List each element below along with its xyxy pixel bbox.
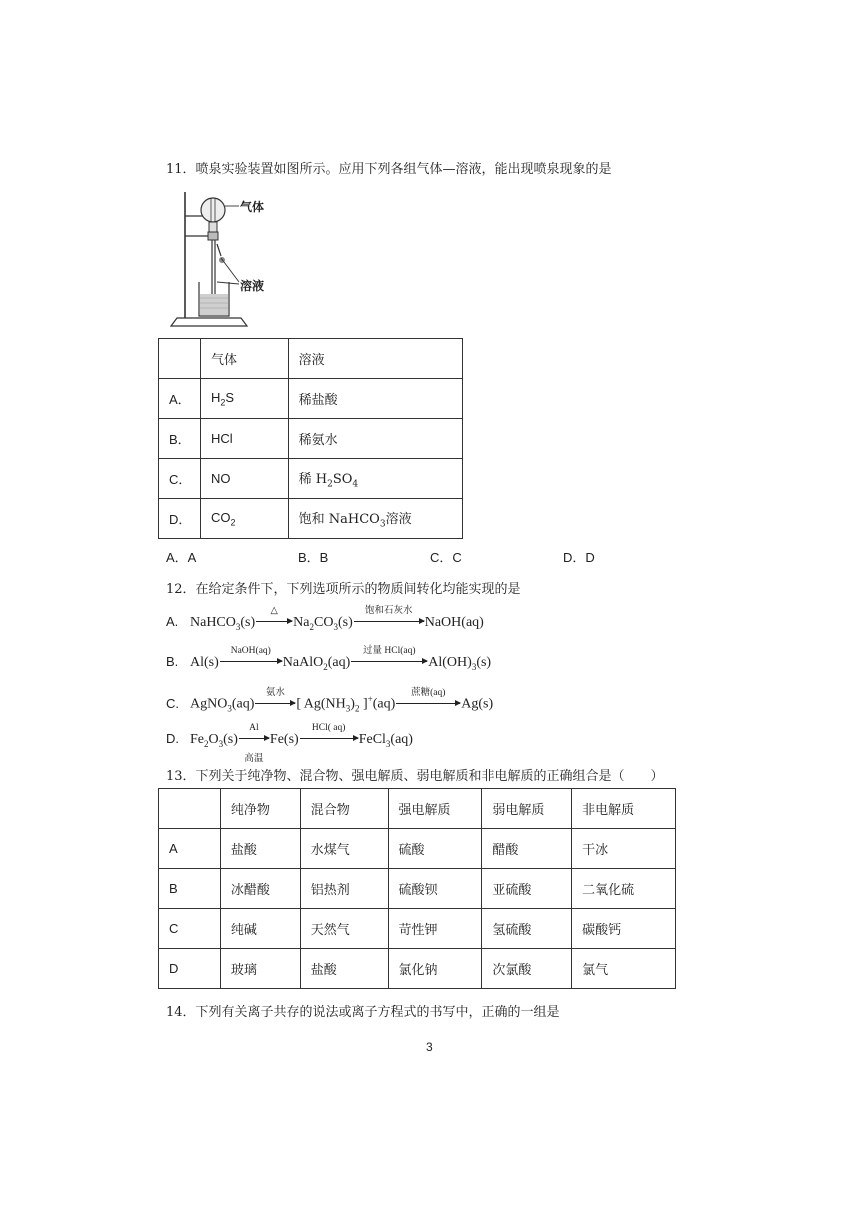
q13-table [158, 788, 676, 989]
cell: 碳酸钙 [572, 909, 676, 949]
cell: 亚硫酸 [482, 869, 572, 909]
gas-cell: HCl [200, 419, 288, 459]
table-row [159, 499, 463, 539]
table-row [159, 829, 676, 869]
q12-option-b: B. Al(s) NaOH(aq) NaAlO$_2$(aq) 过量 HCl(aq) $Al(OH)_3(s)$ [166, 646, 492, 672]
q11-choice-c: C．C [430, 550, 462, 565]
q12-option-c: C. AgNO$_3$(aq) 氨水 [ $Ag(NH_3)_2$ ]+(aq) 蔗糖(aq) Ag(s) [166, 687, 494, 714]
option-label: D [159, 949, 221, 989]
solution-cell: 稀 $H_2SO_4$ [288, 459, 462, 499]
q13-header-strong: 强电解质 [388, 789, 482, 829]
cell: 硫酸 [388, 829, 482, 869]
table-row [159, 379, 463, 419]
q13-header-weak: 弱电解质 [482, 789, 572, 829]
cell: 苛性钾 [388, 909, 482, 949]
cell: 盐酸 [220, 829, 300, 869]
q11-choice-a: A．A [166, 550, 197, 565]
cell: 干冰 [572, 829, 676, 869]
q11-choice-d: D．D [563, 550, 595, 565]
q13-header-pure: 纯净物 [220, 789, 300, 829]
table-row [159, 909, 676, 949]
cell: 次氯酸 [482, 949, 572, 989]
cell: 氢硫酸 [482, 909, 572, 949]
table-row [159, 459, 463, 499]
cell: 玻璃 [220, 949, 300, 989]
cell: 纯碱 [220, 909, 300, 949]
cell: 氯化钠 [388, 949, 482, 989]
q12-option-d: D. $Fe_2O_3(s)$ Al 高温 Fe(s) HCl( aq) FeCl$_3$(aq) [166, 723, 413, 764]
cell: 铝热剂 [300, 869, 388, 909]
cell: 氯气 [572, 949, 676, 989]
q13-header-blank [159, 789, 221, 829]
cell: 水煤气 [300, 829, 388, 869]
q11-header-blank [159, 339, 201, 379]
q12-option-a: A. NaHCO$_3$(s) △ $Na_2CO_3(s)$ 饱和石灰水 NaOH(aq) [166, 606, 484, 632]
option-label: B． [159, 419, 201, 459]
figure-solution-label: 溶液 [240, 279, 265, 293]
cell: 醋酸 [482, 829, 572, 869]
option-label: A [159, 829, 221, 869]
cell: 冰醋酸 [220, 869, 300, 909]
gas-cell: NO [200, 459, 288, 499]
figure-gas-label: 气体 [240, 200, 265, 214]
solution-cell: 稀盐酸 [288, 379, 462, 419]
option-label: C [159, 909, 221, 949]
table-header-row [159, 789, 676, 829]
q11-table [158, 338, 463, 539]
solution-cell: 饱和 NaHCO$_3$溶液 [288, 499, 462, 539]
option-label: A． [159, 379, 201, 419]
q11-header-solution: 溶液 [288, 339, 462, 379]
cell: 硫酸钡 [388, 869, 482, 909]
gas-cell: $CO_2$ [200, 499, 288, 539]
table-row [159, 419, 463, 459]
option-label: C． [159, 459, 201, 499]
q13-header-non: 非电解质 [572, 789, 676, 829]
cell: 二氧化硫 [572, 869, 676, 909]
table-row [159, 869, 676, 909]
cell: 天然气 [300, 909, 388, 949]
q11-stem: 11．喷泉实验装置如图所示。应用下列各组气体—溶液，能出现喷泉现象的是 [166, 162, 612, 177]
option-label: B [159, 869, 221, 909]
q13-stem: 13．下列关于纯净物、混合物、强电解质、弱电解质和非电解质的正确组合是（ ） [166, 769, 664, 784]
option-label: D． [159, 499, 201, 539]
page-number: 3 [426, 1040, 433, 1054]
q14-stem: 14．下列有关离子共存的说法或离子方程式的书写中，正确的一组是 [166, 1005, 560, 1020]
q11-header-gas: 气体 [200, 339, 288, 379]
cell: 盐酸 [300, 949, 388, 989]
solution-cell: 稀氨水 [288, 419, 462, 459]
q11-choice-b: B．B [298, 550, 329, 565]
q12-stem: 12．在给定条件下，下列选项所示的物质间转化均能实现的是 [166, 582, 521, 597]
q13-header-mixture: 混合物 [300, 789, 388, 829]
gas-cell: $H_2S$ [200, 379, 288, 419]
table-row [159, 949, 676, 989]
